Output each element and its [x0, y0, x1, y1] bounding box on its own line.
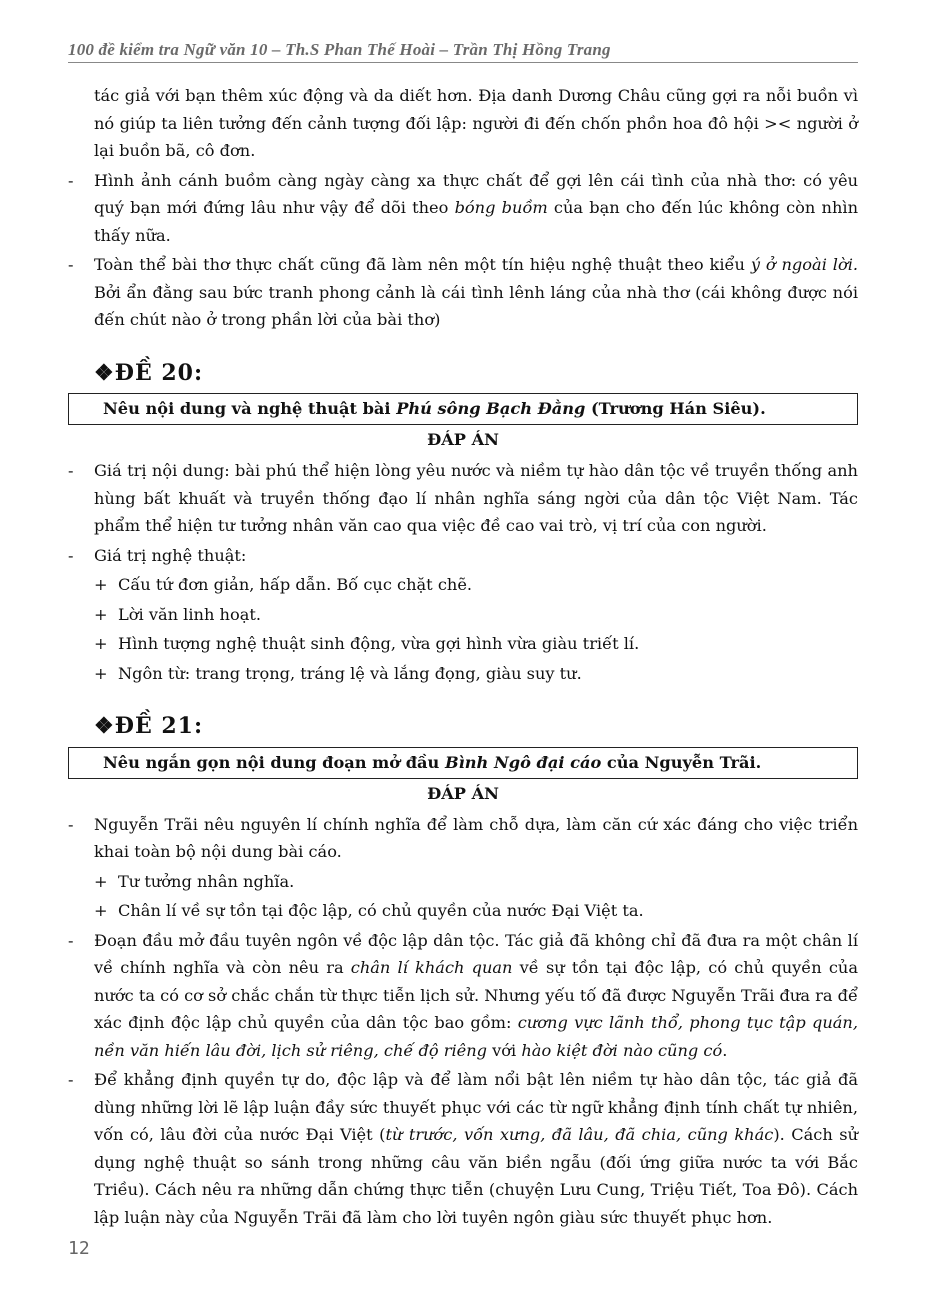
dash-marker: -: [68, 170, 74, 190]
plus-marker: +: [94, 663, 108, 683]
bullet-item: - Hình ảnh cánh buồm càng ngày càng xa thực chất để gợi lên cái tình của nhà thơ: có yêu quý bạn mới đứng lâu như vậy để dõi theo bóng buồm của bạn cho đến lúc không còn nhìn thấy nữa.: [68, 167, 858, 250]
sub-bullet-item: + Lời văn linh hoạt.: [68, 601, 858, 629]
plus-marker: +: [94, 901, 108, 920]
section-title-de-21: ❖ĐỀ 21:: [94, 713, 204, 739]
bullet-item: - Giá trị nghệ thuật:: [68, 542, 858, 570]
question-box-de-20: Nêu nội dung và nghệ thuật bài Phú sông Bạch Đằng (Trương Hán Siêu).: [68, 393, 858, 425]
answer-heading: ĐÁP ÁN: [427, 430, 499, 449]
sub-bullet-item: + Ngôn từ: trang trọng, tráng lệ và lắng đọng, giàu suy tư.: [68, 660, 858, 688]
sub-bullet-item: + Tư tưởng nhân nghĩa.: [68, 868, 858, 896]
page-number: 12: [68, 1238, 90, 1259]
header-rule: [68, 62, 858, 63]
bullet-item: - Để khẳng định quyền tự do, độc lập và để làm nổi bật lên niềm tự hào dân tộc, tác giả đã dùng những lời lẽ lập luận đầy sức thuyết phục với các từ ngữ khẳng định tính chất tự nhiên, vốn có, lâu đời của nước Đại Việt (từ trước, vốn xưng, đã lâu, đã chia, cũng khác). Cách sử dụng nghệ thuật so sánh trong những câu văn biền ngẫu (đối ứng giữa nước ta với Bắc Triều). Cách nêu ra những dẫn chứng thực tiễn (chuyện Lưu Cung, Triệu Tiết, Toa Đô). Cách lập luận này của Nguyễn Trãi đã làm cho lời tuyên ngôn giàu sức thuyết phục hơn.: [68, 1066, 858, 1231]
page-content: [68, 82, 858, 1233]
dash-marker: -: [68, 930, 74, 950]
dash-marker: -: [68, 461, 74, 480]
bullet-item: - Giá trị nội dung: bài phú thể hiện lòng yêu nước và niềm tự hào dân tộc về truyền thống anh hùng bất khuất và truyền thống đạo lí nhân nghĩa sáng ngời của dân tộc Việt Nam. Tác phẩm thể hiện tư tưởng nhân văn cao qua việc đề cao vai trò, vị trí của con người.: [68, 457, 858, 540]
sub-bullet-item: + Cấu tứ đơn giản, hấp dẫn. Bố cục chặt chẽ.: [68, 571, 858, 599]
bullet-item: - Nguyễn Trãi nêu nguyên lí chính nghĩa để làm chỗ dựa, làm căn cứ xác đáng cho việc triển khai toàn bộ nội dung bài cáo.: [68, 811, 858, 866]
section-title-de-20: ❖ĐỀ 20:: [94, 359, 204, 386]
continued-paragraph: tác giả với bạn thêm xúc động và da diết hơn. Địa danh Dương Châu cũng gợi ra nỗi buồn vì nó giúp ta liên tưởng đến cảnh tượng đối lập: người đi đến chốn phồn hoa đô hội >< người ở lại buồn bã, cô đơn.: [94, 86, 858, 160]
sub-bullet-item: + Chân lí về sự tồn tại độc lập, có chủ quyền của nước Đại Việt ta.: [68, 897, 858, 925]
bullet-item: - Toàn thể bài thơ thực chất cũng đã làm nên một tín hiệu nghệ thuật theo kiểu ý ở ngoài lời. Bởi ẩn đằng sau bức tranh phong cảnh là cái tình lênh láng của nhà thơ (cái không được nói đến chút nào ở trong phần lời của bài thơ): [68, 251, 858, 334]
dash-marker: -: [68, 814, 74, 834]
dash-marker: -: [68, 1070, 74, 1089]
dash-marker: -: [68, 255, 74, 274]
running-header: 100 đề kiểm tra Ngữ văn 10 – Th.S Phan Thế Hoài – Trần Thị Hồng Trang: [68, 40, 611, 59]
dash-marker: -: [68, 545, 74, 565]
question-box-de-21: Nêu ngắn gọn nội dung đoạn mở đầu Bình Ngô đại cáo của Nguyễn Trãi.: [68, 747, 858, 779]
plus-marker: +: [94, 575, 108, 594]
plus-marker: +: [94, 871, 108, 891]
bullet-item: - Đoạn đầu mở đầu tuyên ngôn về độc lập dân tộc. Tác giả đã không chỉ đã đưa ra một chân lí về chính nghĩa và còn nêu ra chân lí khách quan về sự tồn tại độc lập, có chủ quyền của nước ta có cơ sở chắc chắn từ thực tiễn lịch sử. Nhưng yếu tố đã được Nguyễn Trãi đưa ra để xác định độc lập chủ quyền của dân tộc bao gồm: cương vực lãnh thổ, phong tục tập quán, nền văn hiến lâu đời, lịch sử riêng, chế độ riêng với hào kiệt đời nào cũng có.: [68, 927, 858, 1065]
plus-marker: +: [94, 634, 108, 653]
plus-marker: +: [94, 604, 108, 624]
sub-bullet-item: + Hình tượng nghệ thuật sinh động, vừa gợi hình vừa giàu triết lí.: [68, 630, 858, 658]
answer-heading: ĐÁP ÁN: [427, 783, 499, 803]
